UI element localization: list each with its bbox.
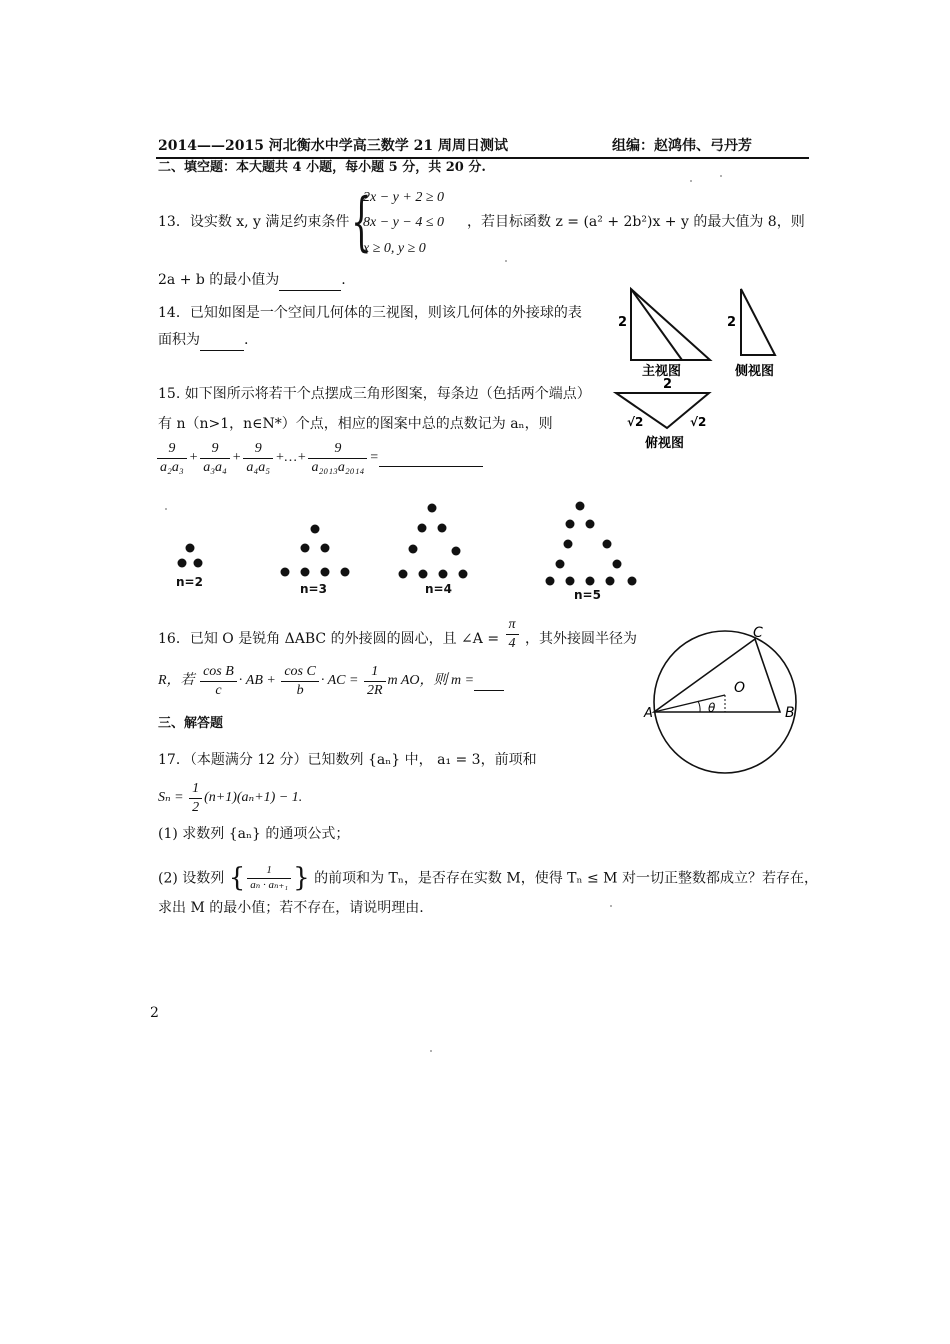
q17-part2-fraction: $\frac{1}{\text{aₙ · aₙ₊₁}}$ bbox=[247, 864, 291, 893]
dots-n2 bbox=[176, 544, 203, 590]
q16-label-A: A bbox=[644, 706, 653, 721]
q13-objective: ，若目标函数 z = (a² + 2b²)x + y 的最大值为 8，则 bbox=[467, 214, 805, 230]
q16-circle-figure bbox=[640, 620, 815, 780]
front-view-height: 2 bbox=[618, 315, 628, 330]
q16-angle-fraction: $\frac{\pi}{4}$ bbox=[506, 616, 519, 652]
q17-part1: (1) 求数列 {aₙ} 的通项公式； bbox=[158, 826, 350, 842]
q16-line1-text: 16．已知 O 是锐角 ΔABC 的外接圆的圆心，且 ∠A = bbox=[158, 631, 500, 647]
q14-answer-blank bbox=[200, 332, 244, 351]
q16-line1 bbox=[158, 617, 637, 652]
dots-n5-label: n=5 bbox=[574, 588, 601, 602]
q13-line2-text: 2a + b 的最小值为 bbox=[158, 272, 280, 288]
q16-line2 bbox=[158, 663, 504, 699]
q17-sn bbox=[158, 780, 302, 816]
dots-n4-label: n=4 bbox=[425, 582, 452, 596]
side-view bbox=[727, 289, 775, 379]
dots-n3-label: n=3 bbox=[300, 582, 327, 596]
section2-heading: 二、填空题：本大题共 4 小题，每小题 5 分，共 20 分. bbox=[158, 160, 486, 175]
q15-ellipsis: +…+ bbox=[275, 450, 307, 466]
q15-term-1: $\frac{9}{\text{a₂a₃}}$ bbox=[157, 440, 187, 476]
q15-sum: $\frac{9}{\text{a₂a₃}}$ + $\frac{9}{\text{a₃a₄}}$ + $\frac{9}{\text{a₄a₅}}$ +…+ $\frac{9}{\text{a₂₀₁₃a₂₀₁₄}}$ = bbox=[155, 440, 483, 476]
q17-sn-rhs: (n+1)(aₙ+1) − 1. bbox=[204, 790, 303, 806]
q14-three-view-figure bbox=[610, 282, 810, 457]
q16-vec-1: · AB + bbox=[238, 673, 276, 689]
top-view-right: √2 bbox=[690, 415, 707, 429]
page-number: 2 bbox=[150, 1005, 159, 1021]
q13-prefix: 13．设实数 x, y 满足约束条件 bbox=[158, 214, 350, 230]
top-view-label: 俯视图 bbox=[645, 436, 685, 451]
q16-R: R，若 bbox=[158, 673, 195, 689]
q14-line2-end: . bbox=[244, 332, 249, 348]
q13-constraint-3: x ≥ 0, y ≥ 0 bbox=[363, 241, 426, 256]
q17-part2: (2) 设数列 { $\frac{1}{\text{aₙ · aₙ₊₁}}$ } 的前项和为 Tₙ，是否存在实数 M，使得 Tₙ ≤ M 对一切正整数都成立？若存在， bbox=[158, 863, 818, 893]
q16-label-theta: θ bbox=[708, 701, 716, 715]
q15-term-3: $\frac{9}{\text{a₄a₅}}$ bbox=[243, 440, 273, 476]
q15-term-2: $\frac{9}{\text{a₃a₄}}$ bbox=[200, 440, 230, 476]
front-view bbox=[618, 289, 710, 379]
q16-label-O: O bbox=[734, 680, 746, 696]
q15-term-last: $\frac{9}{\text{a₂₀₁₃a₂₀₁₄}}$ bbox=[308, 440, 367, 476]
q15-line1: 15. 如下图所示将若干个点摆成三角形图案，每条边（色括两个端点） bbox=[158, 386, 591, 402]
q14-line2-text: 面积为 bbox=[158, 332, 200, 348]
q14-line1: 14．已知如图是一个空间几何体的三视图，则该几何体的外接球的表 bbox=[158, 305, 582, 321]
q15-line2: 有 n（n>1，n∈N*）个点，相应的图案中总的点数记为 aₙ，则 bbox=[158, 416, 553, 432]
dots-n3 bbox=[281, 525, 350, 597]
q13-constraint-1: 2x − y + 2 ≥ 0 bbox=[363, 190, 445, 205]
header-editors: 组编：赵鸿伟、弓丹芳 bbox=[612, 138, 752, 154]
q17-part2-a: (2) 设数列 bbox=[158, 870, 225, 887]
q17-line1: 17．（本题满分 12 分）已知数列 {aₙ} 中， a₁ = 3，前项和 bbox=[158, 752, 537, 768]
section3-heading: 三、解答题 bbox=[158, 716, 224, 731]
q15-answer-blank bbox=[379, 449, 483, 468]
q13-brace: { bbox=[351, 185, 372, 259]
q13-answer-blank bbox=[279, 272, 341, 291]
header-rule bbox=[156, 157, 809, 159]
q17-part2-c: 求出 M 的最小值；若不存在，请说明理由. bbox=[158, 900, 424, 916]
q13-line2-end: . bbox=[341, 272, 346, 288]
q17-sn-half: $\frac{1}{2}$ bbox=[189, 780, 202, 816]
q16-frac-1: $\frac{\text{cos B}}{c}$ bbox=[200, 663, 237, 699]
q16-label-B: B bbox=[785, 705, 795, 721]
q14-line2 bbox=[158, 332, 248, 351]
header-title: 2014——2015 河北衡水中学高三数学 21 周周日测试 bbox=[158, 138, 509, 154]
q16-frac-3: $\frac{1}{2R}$ bbox=[364, 663, 386, 699]
dots-n2-label: n=2 bbox=[176, 575, 203, 589]
q16-label-C: C bbox=[753, 625, 763, 641]
top-view bbox=[616, 377, 709, 451]
q17-part2-b: 的前项和为 Tₙ，是否存在实数 M，使得 Tₙ ≤ M 对一切正整数都成立？若存在， bbox=[314, 870, 818, 887]
dots-n5 bbox=[546, 502, 637, 603]
q13-constraint-2: 8x − y − 4 ≤ 0 bbox=[363, 215, 445, 230]
top-view-left: √2 bbox=[627, 415, 644, 429]
q15-dot-figures bbox=[160, 490, 670, 610]
q16-vec-2: · AC = bbox=[320, 673, 359, 689]
side-view-height: 2 bbox=[727, 315, 737, 330]
q17-sn-lhs: Sₙ = bbox=[158, 790, 184, 806]
q16-line1-end: ，其外接圆半径为 bbox=[524, 631, 637, 647]
q15-equals: = bbox=[369, 450, 379, 466]
q13-line2 bbox=[158, 272, 346, 291]
front-view-label: 主视图 bbox=[642, 364, 682, 379]
top-view-width: 2 bbox=[663, 377, 673, 392]
dots-n4 bbox=[399, 504, 468, 597]
q16-vec-3: m AO，则 m = bbox=[387, 673, 475, 689]
side-view-label: 侧视图 bbox=[735, 364, 775, 379]
q16-answer-blank bbox=[474, 672, 504, 691]
q16-frac-2: $\frac{\text{cos C}}{b}$ bbox=[281, 663, 319, 699]
